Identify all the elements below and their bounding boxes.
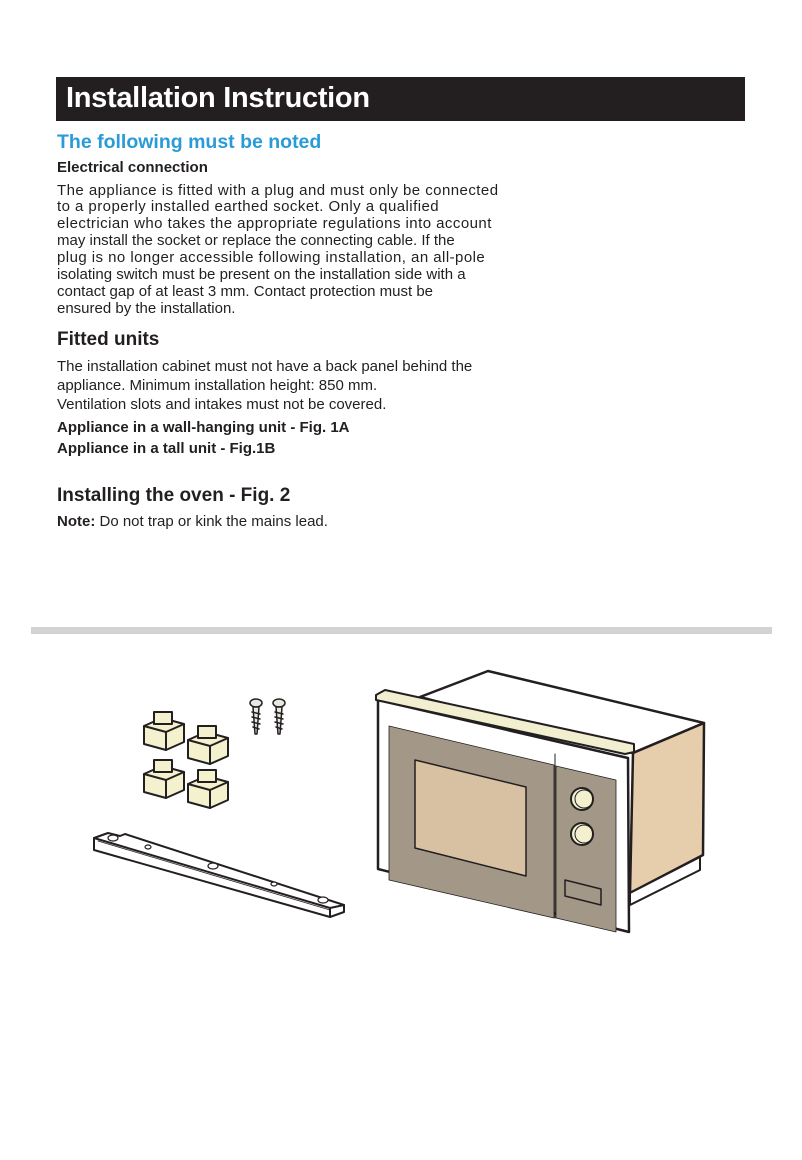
- mounting-rail-icon: [94, 833, 344, 917]
- built-in-microwave-oven-icon: [376, 671, 704, 932]
- mounting-feet-icon: [144, 712, 228, 808]
- electrical-connection-text: [57, 183, 499, 318]
- note-line: [57, 513, 328, 530]
- text-line: contact gap of at least 3 mm. Contact protection must be: [57, 283, 434, 300]
- figure-2-illustration: [0, 640, 802, 980]
- text-line: The installation cabinet must not have a back panel behind the: [57, 358, 473, 375]
- note-label: Note:: [57, 513, 96, 530]
- text-line: plug is no longer accessible following installation, an all-pole: [57, 249, 486, 266]
- screws-icon: [250, 699, 285, 734]
- text-line: Ventilation slots and intakes must not be covered.: [57, 396, 387, 413]
- text-line: The appliance is fitted with a plug and must only be connected: [57, 182, 499, 199]
- installing-oven-heading: Installing the oven - Fig. 2: [57, 485, 291, 506]
- fig1a-reference: Appliance in a wall-hanging unit - Fig. 1A: [57, 419, 350, 436]
- text-line: may install the socket or replace the connecting cable. If the: [57, 232, 455, 249]
- text-line: electrician who takes the appropriate regulations into account: [57, 215, 492, 232]
- title-bar: [56, 77, 745, 121]
- fitted-units-text: [57, 357, 472, 414]
- note-text: Do not trap or kink the mains lead.: [95, 513, 328, 530]
- section-divider: [31, 627, 772, 634]
- section-heading-noted: The following must be noted: [57, 131, 322, 153]
- text-line: isolating switch must be present on the installation side with a: [57, 266, 466, 283]
- fig1b-reference: Appliance in a tall unit - Fig.1B: [57, 440, 276, 457]
- text-line: appliance. Minimum installation height: 850 mm.: [57, 377, 378, 394]
- page-title: Installation Instruction: [66, 82, 370, 114]
- electrical-connection-heading: Electrical connection: [57, 159, 208, 176]
- fitted-units-heading: Fitted units: [57, 329, 160, 350]
- text-line: to a properly installed earthed socket. Only a qualified: [57, 198, 440, 215]
- text-line: ensured by the installation.: [57, 300, 236, 317]
